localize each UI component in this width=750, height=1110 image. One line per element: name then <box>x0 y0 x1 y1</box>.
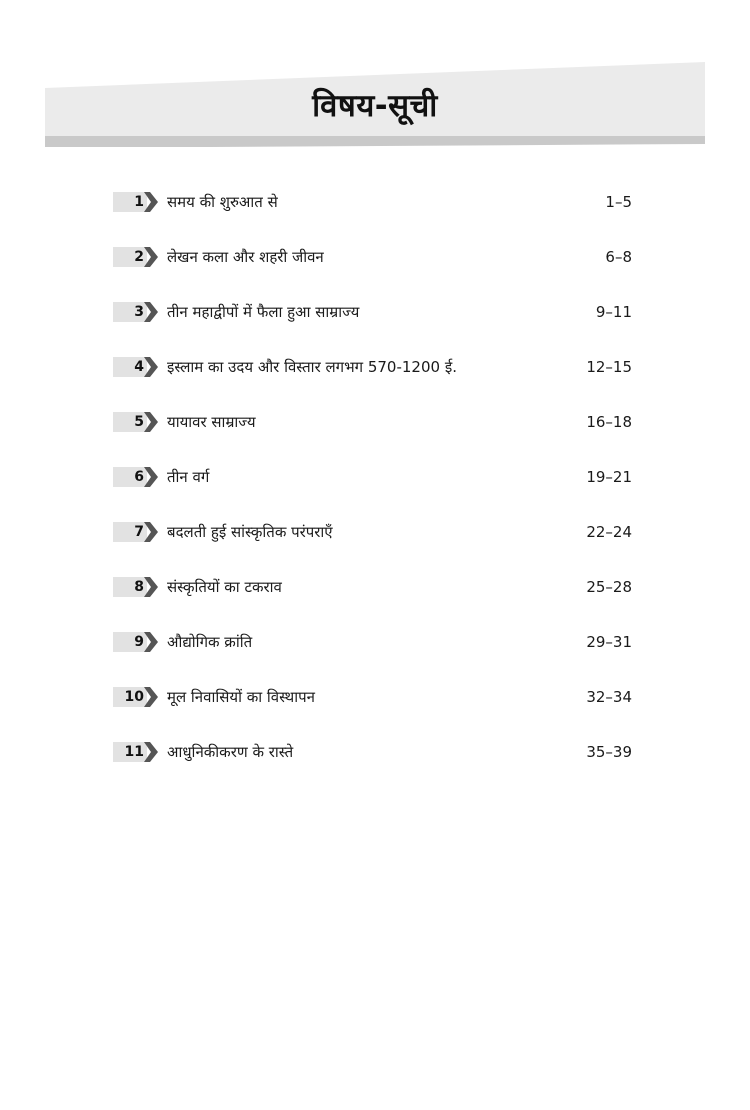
chapter-number: 1 <box>134 194 144 210</box>
chapter-tag <box>113 467 158 487</box>
chapter-title: इस्लाम का उदय और विस्तार लगभग 570-1200 ई. <box>167 358 457 376</box>
page-range: 16–18 <box>586 413 632 431</box>
toc-row[interactable] <box>113 461 638 516</box>
chapter-title: तीन वर्ग <box>167 468 210 486</box>
page-range: 19–21 <box>586 468 632 486</box>
chapter-title: समय की शुरुआत से <box>167 193 278 211</box>
chapter-number: 3 <box>134 304 144 320</box>
page-title: विषय-सूची <box>312 88 438 124</box>
chapter-tag <box>113 247 158 267</box>
chapter-title: यायावर साम्राज्य <box>167 413 256 431</box>
chapter-tag <box>113 687 158 707</box>
chapter-number: 10 <box>124 689 144 705</box>
chapter-number: 5 <box>134 414 144 430</box>
page-range: 6–8 <box>605 248 632 266</box>
chapter-number: 6 <box>134 469 144 485</box>
chapter-tag <box>113 412 158 432</box>
toc-row[interactable] <box>113 681 638 736</box>
chapter-number: 4 <box>134 359 144 375</box>
chapter-tag <box>113 632 158 652</box>
table-of-contents <box>113 186 638 791</box>
page-range: 35–39 <box>586 743 632 761</box>
toc-row[interactable] <box>113 626 638 681</box>
chapter-title: संस्कृतियों का टकराव <box>167 578 282 596</box>
chapter-number: 8 <box>134 579 144 595</box>
chapter-tag <box>113 742 158 762</box>
chapter-number: 11 <box>124 744 144 760</box>
chapter-number: 9 <box>134 634 144 650</box>
chapter-number: 7 <box>134 524 144 540</box>
chapter-title: तीन महाद्वीपों में फैला हुआ साम्राज्य <box>167 303 360 321</box>
page-range: 1–5 <box>605 193 632 211</box>
chapter-tag <box>113 522 158 542</box>
page-range: 9–11 <box>595 303 632 321</box>
page-range: 32–34 <box>586 688 632 706</box>
chapter-tag <box>113 192 158 212</box>
page-range: 22–24 <box>586 523 632 541</box>
title-banner <box>45 62 705 147</box>
toc-row[interactable] <box>113 406 638 461</box>
page-range: 25–28 <box>586 578 632 596</box>
page-range: 12–15 <box>586 358 632 376</box>
chapter-title: औद्योगिक क्रांति <box>167 633 253 651</box>
chapter-title: आधुनिकीकरण के रास्ते <box>167 743 294 761</box>
chapter-title: मूल निवासियों का विस्थापन <box>167 688 315 706</box>
chapter-number: 2 <box>134 249 144 265</box>
toc-row[interactable] <box>113 186 638 241</box>
chapter-tag <box>113 577 158 597</box>
chapter-tag <box>113 302 158 322</box>
chapter-title: लेखन कला और शहरी जीवन <box>167 248 324 266</box>
toc-row[interactable] <box>113 736 638 791</box>
page-range: 29–31 <box>586 633 632 651</box>
toc-row[interactable] <box>113 241 638 296</box>
chapter-title: बदलती हुई सांस्कृतिक परंपराएँ <box>167 523 333 541</box>
toc-row[interactable] <box>113 296 638 351</box>
toc-row[interactable] <box>113 516 638 571</box>
toc-row[interactable] <box>113 351 638 406</box>
toc-row[interactable] <box>113 571 638 626</box>
chapter-tag <box>113 357 158 377</box>
